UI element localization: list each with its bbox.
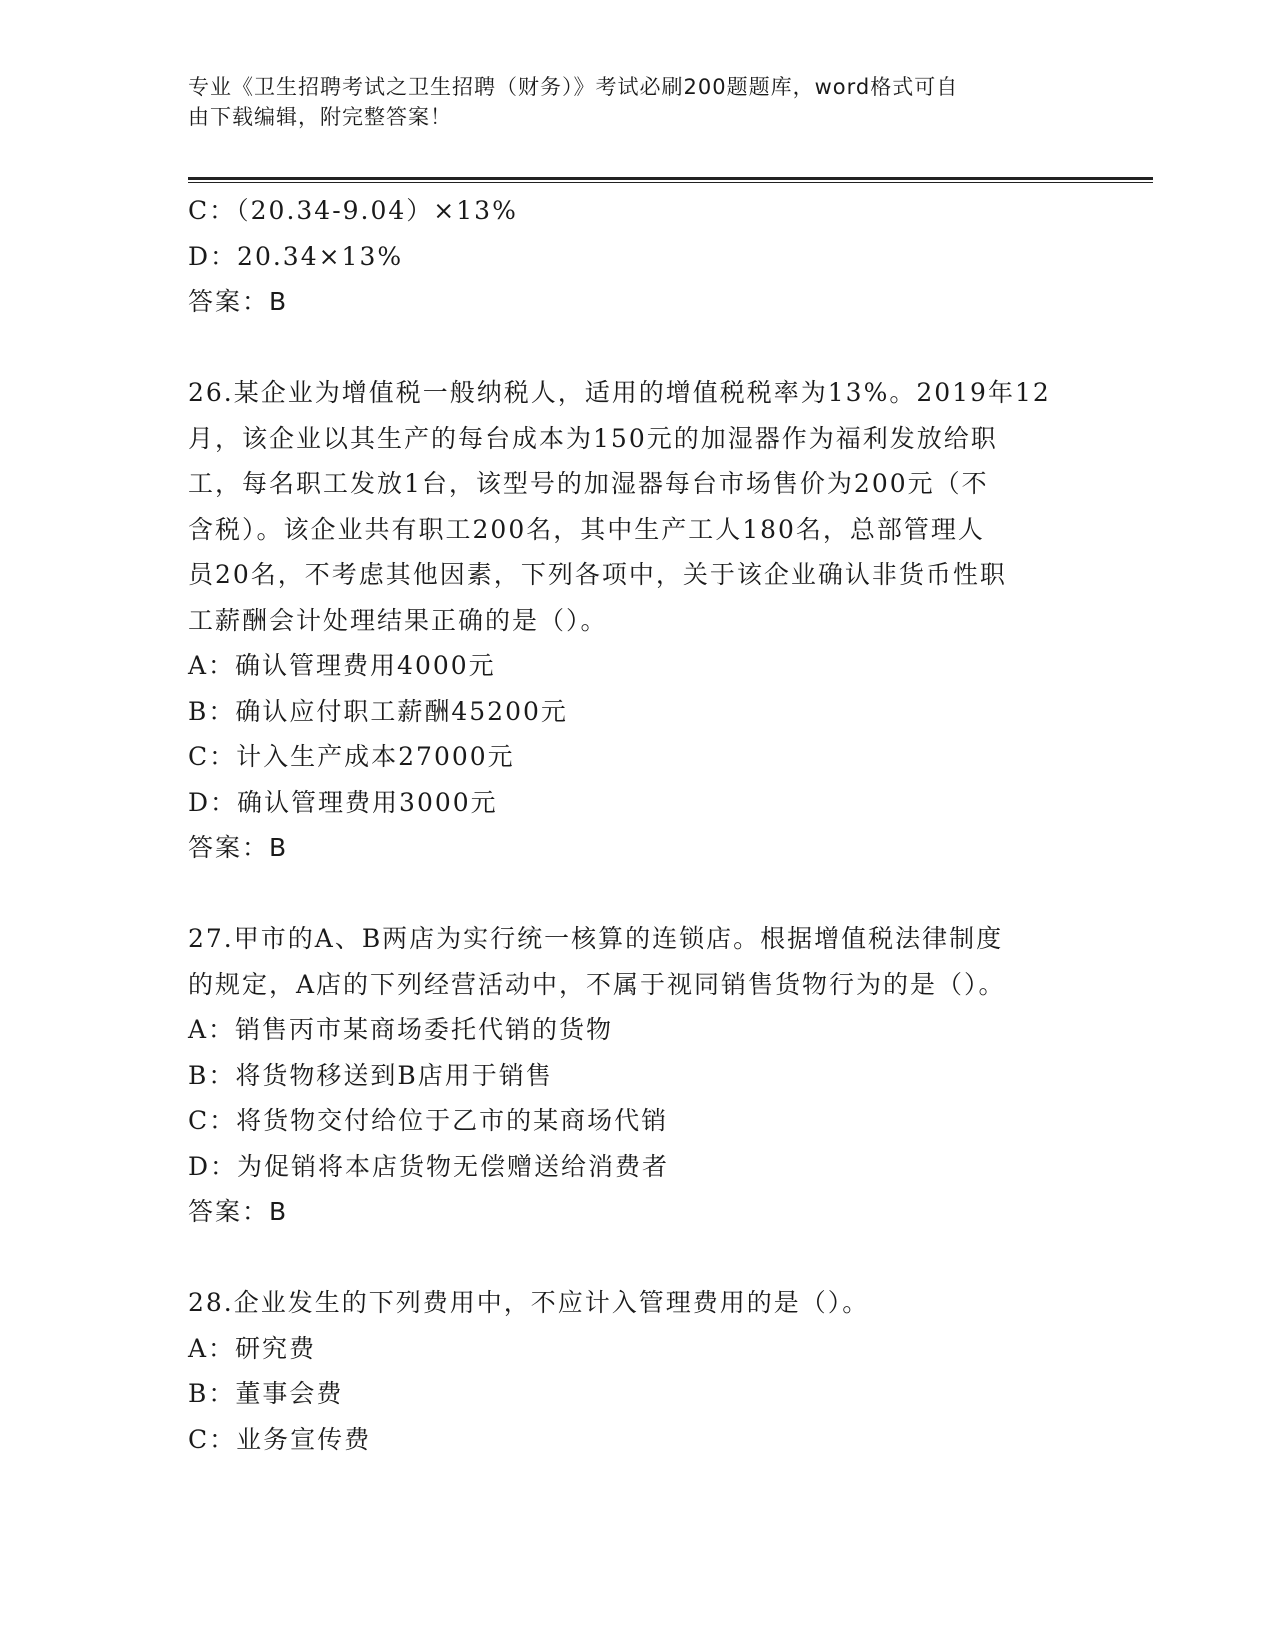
q26-text-line: 月，该企业以其生产的每台成本为150元的加湿器作为福利发放给职 bbox=[188, 423, 998, 453]
q27-option-b: B：将货物移送到B店用于销售 bbox=[188, 1060, 553, 1090]
q26-text-line: 工，每名职工发放1台，该型号的加湿器每台市场售价为200元（不 bbox=[188, 469, 989, 498]
q27-option-c: C：将货物交付给位于乙市的某商场代销 bbox=[188, 1106, 669, 1135]
document-body bbox=[188, 188, 1088, 1462]
q26-text-line: 工薪酬会计处理结果正确的是（）。 bbox=[188, 605, 608, 635]
q28-text-line: 28.企业发生的下列费用中，不应计入管理费用的是（）。 bbox=[188, 1288, 870, 1317]
page-header bbox=[188, 72, 1068, 132]
question-28 bbox=[188, 1280, 1088, 1462]
q27-text-line: 的规定，A店的下列经营活动中，不属于视同销售货物行为的是（）。 bbox=[188, 969, 1006, 999]
q28-option-b: B：董事会费 bbox=[188, 1379, 344, 1408]
prev-option-d: D：20.34×13% bbox=[188, 241, 404, 271]
q26-option-a: A：确认管理费用4000元 bbox=[188, 651, 496, 680]
question-27 bbox=[188, 916, 1088, 1235]
spacer bbox=[188, 1235, 1088, 1281]
q26-answer: 答案：B bbox=[188, 833, 289, 862]
q26-text-line: 含税）。该企业共有职工200名，其中生产工人180名，总部管理人 bbox=[188, 514, 985, 544]
question-26 bbox=[188, 370, 1088, 871]
q26-option-b: B：确认应付职工薪酬45200元 bbox=[188, 696, 568, 726]
q27-text-line: 27.甲市的A、B两店为实行统一核算的连锁店。根据增值税法律制度 bbox=[188, 924, 1004, 953]
prev-answer: 答案：B bbox=[188, 287, 289, 316]
q27-answer: 答案：B bbox=[188, 1197, 289, 1226]
spacer bbox=[188, 871, 1088, 917]
q26-option-d: D：确认管理费用3000元 bbox=[188, 787, 498, 817]
header-rule-thin bbox=[188, 182, 1153, 183]
q27-option-a: A：销售丙市某商场委托代销的货物 bbox=[188, 1015, 614, 1044]
q28-option-c: C：业务宣传费 bbox=[188, 1424, 372, 1454]
q27-option-d: D：为促销将本店货物无偿赠送给消费者 bbox=[188, 1151, 670, 1181]
prev-question bbox=[188, 188, 1088, 325]
q26-text-line: 员20名，不考虑其他因素，下列各项中，关于该企业确认非货币性职 bbox=[188, 560, 1007, 589]
prev-option-c: C：（20.34-9.04）×13% bbox=[188, 196, 518, 225]
q26-text-line: 26.某企业为增值税一般纳税人，适用的增值税税率为13%。2019年12 bbox=[188, 378, 1051, 407]
q28-option-a: A：研究费 bbox=[188, 1333, 317, 1363]
header-line-1: 专业《卫生招聘考试之卫生招聘（财务）》考试必刷200题题库，word格式可自 bbox=[188, 75, 959, 99]
q26-option-c: C：计入生产成本27000元 bbox=[188, 742, 515, 771]
header-line-2: 由下载编辑，附完整答案！ bbox=[188, 105, 452, 129]
spacer bbox=[188, 325, 1088, 371]
header-rule-thick bbox=[188, 177, 1153, 180]
